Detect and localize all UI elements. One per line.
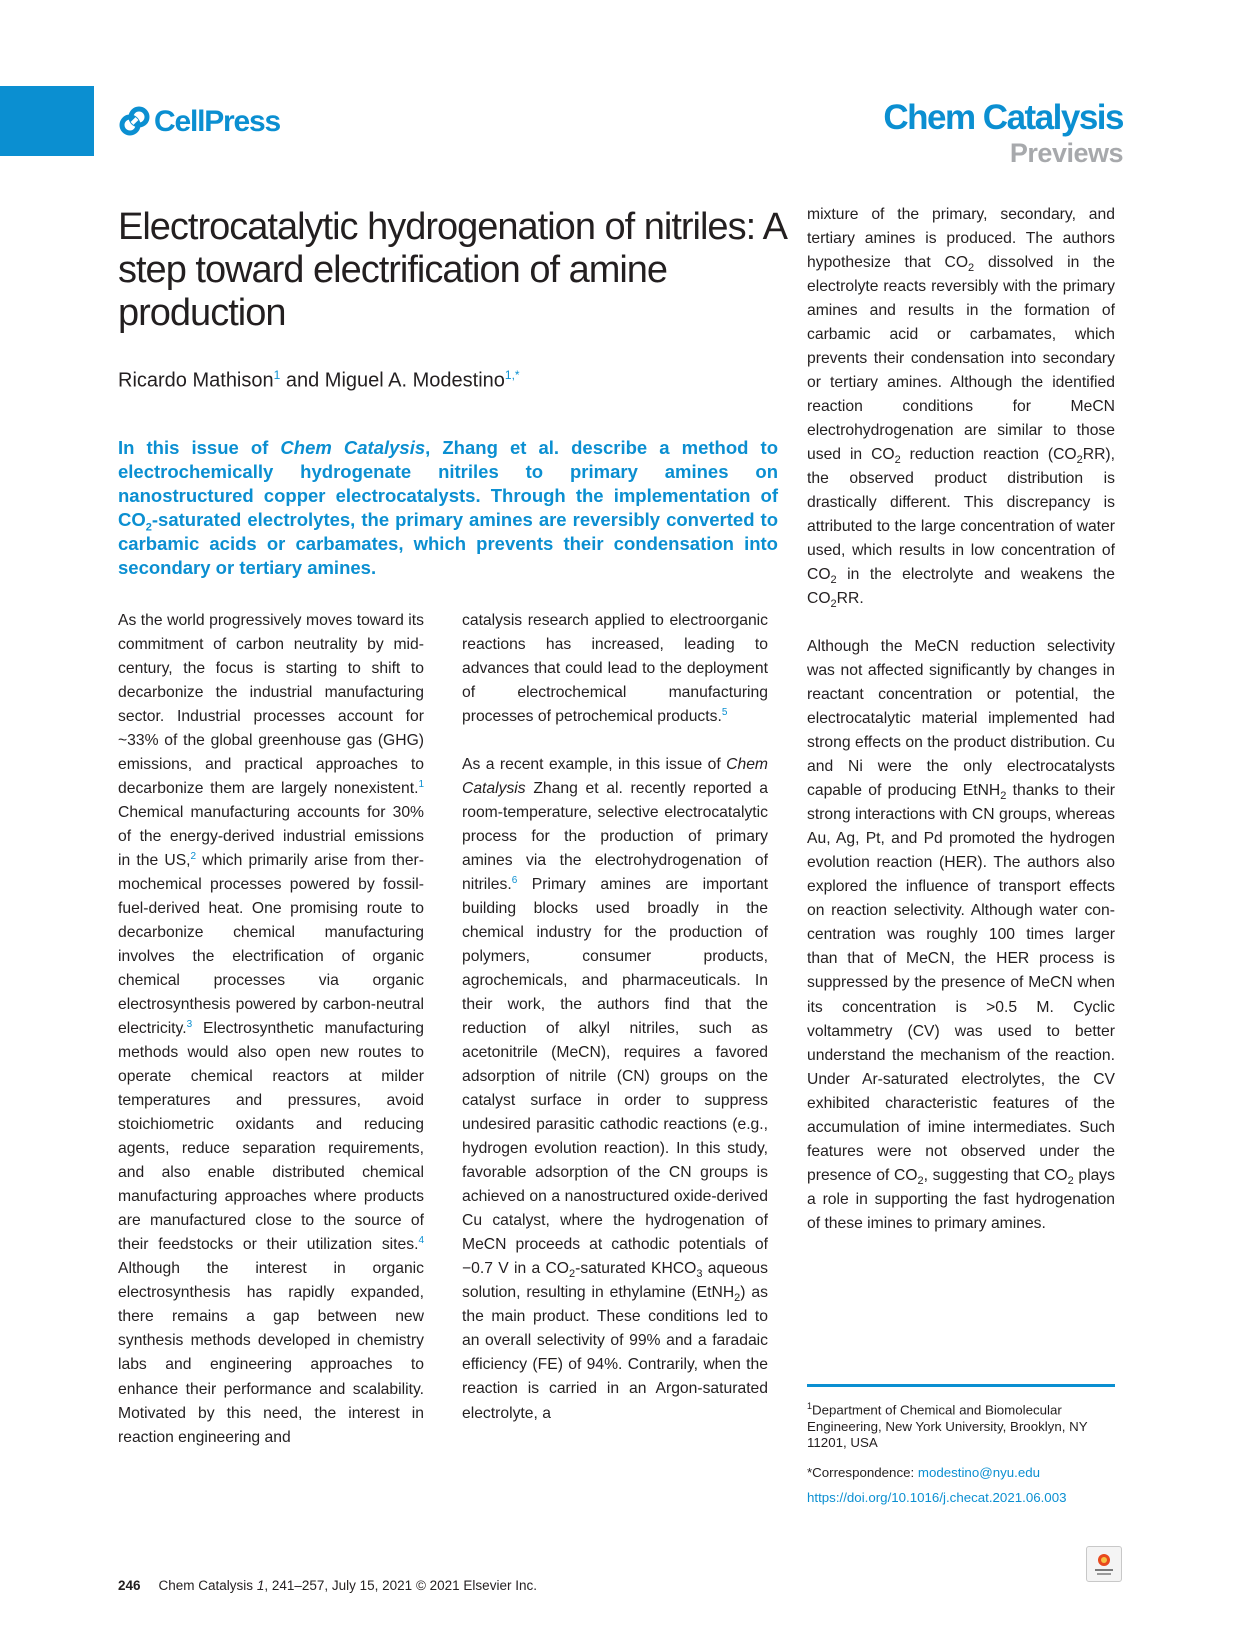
- body-column-2: [462, 609, 768, 1426]
- body-column-1: [118, 609, 424, 1450]
- journal-title[interactable]: Chem Catalysis: [883, 98, 1123, 137]
- subscript: 2: [917, 1174, 924, 1187]
- body-text: in the electrolyte and weakens the CO: [807, 566, 1115, 608]
- author-separator: and: [280, 369, 325, 392]
- body-text: Electrosynthetic manufacturing methods would also open new routes to operate chemical reactors at milder temperatures and pressures, avoid stoichiometric oxidants and reducing agents, reduce separation requirements, and also enable distributed chemical manufacturing approaches where products are manufactured close to the source of their feedstocks or their utilization sites.: [118, 1020, 424, 1254]
- subscript: 2: [830, 574, 837, 587]
- abstract: [118, 436, 778, 580]
- body-text: Chemical manufacturing accounts for 30% of the energy-derived industrial emissions in the US,: [118, 804, 424, 870]
- author-list: [118, 368, 520, 393]
- subscript: 2: [145, 521, 152, 534]
- abstract-journal-name: Chem Catalysis: [280, 437, 426, 458]
- check-for-updates-mark-icon: [1087, 1547, 1121, 1581]
- body-paragraph: [807, 203, 1115, 611]
- subscript: 3: [696, 1268, 703, 1281]
- body-text: As the world progressively moves toward its commitment of carbon neutrality by mid-century, the focus is starting to shift to decarbonize the industrial manufacturing sector. Industrial processes account for ~33% of the global greenhouse gas (GHG) emissions, and practical approaches to decarbonize them are largely nonexistent.: [118, 612, 424, 798]
- body-paragraph: [118, 609, 424, 1450]
- body-text: catalysis research applied to electroorganic reactions has increased, leading to advances that could lead to the deployment of electrochemical manufacturing processes of petrochemical products.: [462, 612, 768, 726]
- abstract-text: -saturated electrolytes, the primary amines are reversibly converted to carbamic acids or carbamates, which prevents their condensation into secondary or tertiary amines.: [118, 509, 778, 578]
- subscript: 2: [968, 262, 975, 275]
- affiliation-mark: 1: [807, 1401, 813, 1411]
- correspondence-label: *Correspondence:: [807, 1465, 918, 1480]
- article-title: Electrocatalytic hydrogenation of nitriles: A step toward electrification of amine production: [118, 206, 785, 334]
- body-text: ) as the main product. These conditions led to an overall selectivity of 99% and a faradaic efficiency (FE) of 94%. Contrarily, when the reaction is carried in an Argon-saturated electrolyte, a: [462, 1284, 769, 1422]
- body-text: dissolved in the electrolyte reacts reversibly with the primary amines and results in the formation of carbamic acid or carbamates, which prevents their condensation into secondary or tertiary amines. Although the identified reaction conditions for MeCN electrohydrogenation are similar to those used in CO: [807, 254, 1115, 464]
- subscript: 2: [569, 1268, 576, 1281]
- author-name[interactable]: Ricardo Mathison: [118, 369, 274, 392]
- body-text: , suggesting that CO: [923, 1166, 1068, 1184]
- affiliation-note: [807, 1398, 1115, 1452]
- subscript: 2: [1076, 454, 1083, 467]
- body-paragraph: [462, 609, 768, 729]
- body-paragraph: [807, 635, 1115, 1235]
- footer-citation: , 241–257, July 15, 2021 © 2021 Elsevier Inc.: [264, 1578, 537, 1593]
- reference-link[interactable]: 3: [186, 1019, 193, 1031]
- cellpress-logo[interactable]: [119, 104, 280, 140]
- reference-link[interactable]: 1: [418, 778, 424, 790]
- footnote-divider: [807, 1384, 1115, 1387]
- reference-link[interactable]: 5: [721, 706, 728, 718]
- body-text: Primary amines are important building blocks used broadly in the chemical industry for the production of polymers, consumer products, agrochemicals, and pharmaceuticals. In their work, the authors find that the reduction of alkyl nitriles, such as acetonitrile (MeCN), requires a favored adsorption of nitrile (CN) groups on the catalyst surface in order to suppress undesired parasitic cathodic reactions (e.g., hydrogen evolution reaction). In this study, favorable adsorption of the CN groups is achieved on a nanostructured oxide-derived Cu catalyst, where the hydrogenation of MeCN proceeds at cathodic potentials of −0.7 V in a CO: [462, 876, 768, 1278]
- body-text: which primarily arise from thermochemical processes powered by fossil-fuel-derived heat. One promising route to decarbonize chemical manufacturing involves the electrification of organic chemical processes via organic electrosynthesis powered by carbon-neutral electricity.: [118, 852, 424, 1038]
- body-text: thanks to their strong interactions with CN groups, whereas Au, Ag, Pt, and Pd promoted the hydrogen evolution reaction (HER). The authors also explored the influence of transport effects on reaction selectivity. Although water concentration was roughly 100 times larger than that of MeCN, the HER process is suppressed by the presence of MeCN when its concentration is >0.5 M. Cyclic voltammetry (CV) was used to better understand the mechanism of the reaction. Under Ar-saturated electrolytes, the CV exhibited characteristic features of the accumulation of imine intermediates. Such features were not observed under the presence of CO: [807, 782, 1115, 1184]
- author-affiliation-mark[interactable]: 1: [273, 368, 281, 382]
- subscript: 2: [734, 1292, 741, 1305]
- body-text: Although the interest in organic electrosynthesis has rapidly expanded, there remains a gap between new synthesis methods developed in chemistry labs and engineering approaches to enhance their performance and scalability. Motivated by this need, the interest in reaction engineering and: [118, 1260, 424, 1446]
- reference-link[interactable]: 2: [190, 850, 197, 862]
- page-footer: [118, 1578, 537, 1593]
- page-number: 246: [118, 1578, 141, 1593]
- body-text: aqueous solution, resulting in ethylamine (EtNH: [462, 1260, 768, 1302]
- reference-link[interactable]: 4: [418, 1235, 424, 1247]
- footer-journal: Chem Catalysis: [158, 1578, 257, 1593]
- body-text: -saturated KHCO: [575, 1260, 697, 1278]
- abstract-text: In this issue of: [118, 437, 281, 458]
- subscript: 2: [830, 598, 837, 611]
- author-name[interactable]: Miguel A. Modestino: [324, 369, 505, 392]
- corner-color-block: [0, 86, 94, 156]
- body-text: reduction reaction (CO: [900, 446, 1077, 464]
- body-text: plays a role in supporting the fast hydrogenation of these imines to primary amines.: [807, 1166, 1115, 1232]
- doi-link[interactable]: https://doi.org/10.1016/j.checat.2021.06.003: [807, 1490, 1067, 1505]
- body-text: Although the MeCN reduction selectivity was not affected significantly by changes in reactant concentration or potential, the electrocatalytic material implemented had strong effects on the product distribution. Cu and Ni were the only electrocatalysts capable of producing EtNH: [807, 638, 1115, 800]
- subscript: 2: [894, 454, 901, 467]
- footer-volume: 1: [256, 1578, 265, 1593]
- body-text: Zhang et al. recently reported a room-temperature, selective electrocatalytic process for the production of primary amines via the electrohydrogenation of nitriles.: [462, 780, 768, 894]
- author-affiliation-mark[interactable]: 1,*: [504, 368, 520, 382]
- body-text: As a recent example, in this issue of: [462, 756, 727, 774]
- reference-link[interactable]: 6: [511, 874, 518, 886]
- body-paragraph: [462, 753, 768, 1425]
- check-for-updates-icon[interactable]: [1086, 1546, 1122, 1582]
- cellpress-wordmark: CellPress: [154, 105, 280, 138]
- body-column-3: [807, 203, 1115, 1236]
- correspondence-email-link[interactable]: modestino@nyu.edu: [917, 1465, 1041, 1480]
- body-text: RR.: [836, 590, 864, 608]
- subscript: 2: [1067, 1174, 1074, 1187]
- correspondence-note: [807, 1465, 1040, 1480]
- journal-name-italic: Chem Catalysis: [462, 756, 768, 798]
- section-label: Previews: [1009, 138, 1123, 168]
- cellpress-mark-icon: [119, 106, 151, 138]
- subscript: 2: [1000, 790, 1007, 803]
- affiliation-text: Department of Chemical and Biomolecular Engineering, New York University, Brooklyn, NY 11201, USA: [807, 1402, 1088, 1451]
- abstract-text: , Zhang et al. describe a method to electrochemically hydrogenate nitriles to primary amines on nanostructured copper electrocatalysts. Through the implementation of CO: [118, 437, 778, 530]
- body-text: RR), the observed product distribution is drastically different. This discrepancy is attributed to the large concentration of water used, which results in low concentration of CO: [807, 446, 1115, 584]
- body-text: mixture of the primary, secondary, and tertiary amines is produced. The authors hypothesize that CO: [807, 206, 1115, 272]
